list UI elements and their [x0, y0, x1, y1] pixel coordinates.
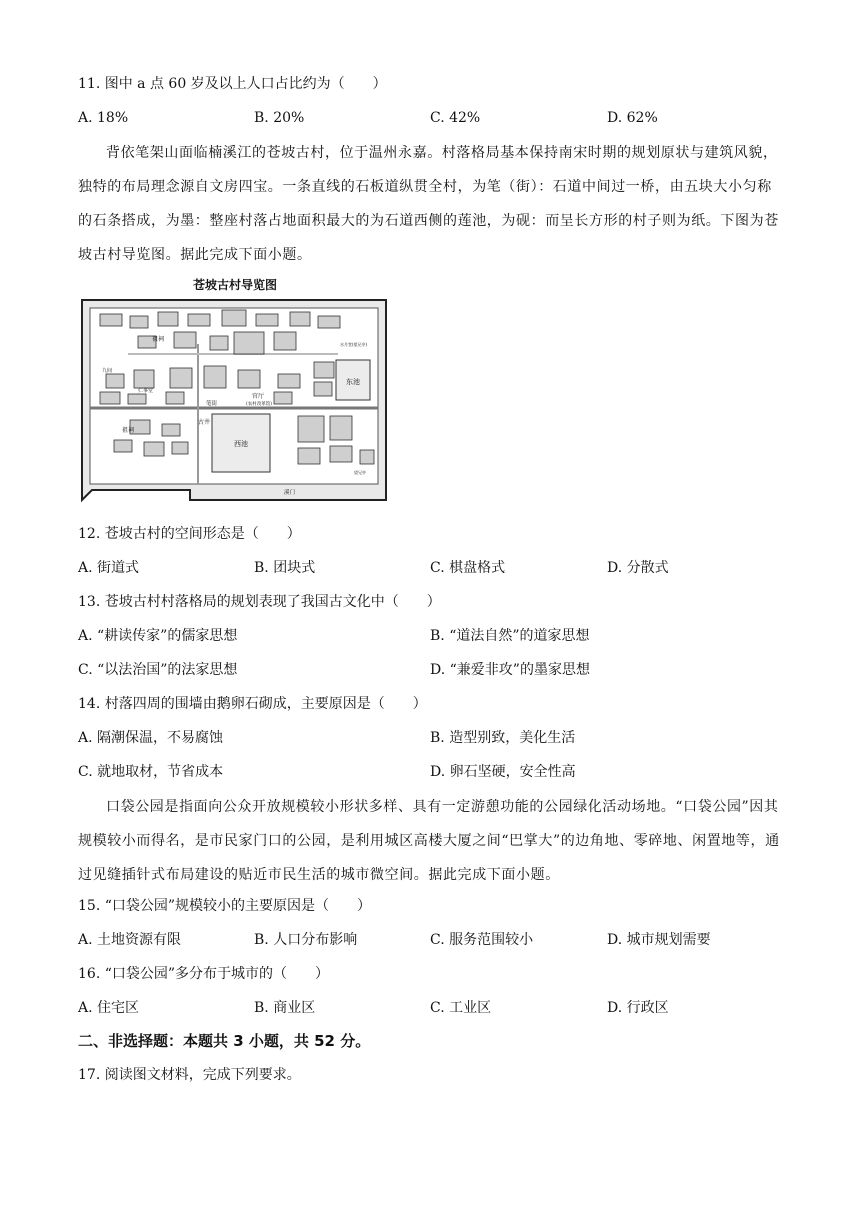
q12-option-c: C. 棋盘格式: [430, 560, 506, 576]
q16-option-b: B. 商业区: [254, 1000, 316, 1016]
q12-stem: 12. 苍坡古村的空间形态是（ ）: [78, 526, 301, 542]
village-gate-label: 溪门: [284, 490, 296, 496]
ancient-well-label: 古井: [198, 419, 211, 426]
q16-option-d: D. 行政区: [607, 1000, 669, 1016]
q16-stem: 16. “口袋公园”多分布于城市的（ ）: [78, 966, 330, 982]
q11-option-d: D. 62%: [607, 110, 658, 126]
passage-pocket-park: 口袋公园是指面向公众开放规模较小形状多样、具有一定游憩功能的公园绿化活动场地。“口袋公园”因其规模较小而得名，是市民家门口的公园，是利用城区高楼大厦之间“巴掌大”的边角地、零碎地、闲置地等，通过见缝插针式布局建设的贴近市民生活的城市微空间。据此完成下面小题。: [78, 799, 780, 883]
shuiyue-hall-label: 水月堂(望兄亭): [340, 342, 368, 347]
q11-option-c: C. 42%: [430, 110, 481, 126]
q14-stem: 14. 村落四周的围墙由鹅卵石砌成，主要原因是（ ）: [78, 696, 427, 712]
q12-option-a: A. 街道式: [78, 560, 140, 576]
q13-option-a: A. “耕读传家”的儒家思想: [78, 628, 238, 644]
q13-option-b: B. “道法自然”的道家思想: [430, 628, 590, 644]
q12-option-d: D. 分散式: [607, 560, 669, 576]
q15-option-c: C. 服务范围较小: [430, 932, 534, 948]
q13-option-d: D. “兼爱非攻”的墨家思想: [430, 662, 590, 678]
official-hall-label: 官厅: [252, 393, 265, 400]
ancestral-hall-top-label: 祖祠: [152, 336, 165, 343]
q11-option-a: A. 18%: [78, 110, 129, 126]
q13-option-c: C. “以法治国”的法家思想: [78, 662, 238, 678]
west-pond-label: 西池: [234, 440, 248, 448]
map-title: 苍坡古村导览图: [192, 278, 278, 292]
pavilion-label: 望兄亭: [354, 470, 366, 475]
q15-option-a: A. 土地资源有限: [78, 932, 182, 948]
q14-option-b: B. 造型别致，美化生活: [430, 730, 576, 746]
q16-option-a: A. 住宅区: [78, 1000, 140, 1016]
official-hall-sub-label: (农村改革馆): [246, 402, 273, 407]
q14-option-d: D. 卵石坚硬，安全性高: [430, 764, 576, 780]
q12-option-b: B. 团块式: [254, 560, 316, 576]
q11-stem: 11. 图中 a 点 60 岁及以上人口占比约为（ ）: [78, 76, 387, 92]
ancestral-hall-bottom-label: 祖祠: [122, 427, 135, 434]
q15-option-d: D. 城市规划需要: [607, 932, 711, 948]
section-2-heading: 二、非选择题：本题共 3 小题，共 52 分。: [78, 1032, 371, 1050]
nine-xuan-label: 九间: [102, 368, 113, 374]
q11-option-b: B. 20%: [254, 110, 305, 126]
q15-stem: 15. “口袋公园”规模较小的主要原因是（ ）: [78, 898, 372, 914]
cangpo-village-guide-map: [78, 274, 392, 510]
brush-street-label: 笔街: [206, 401, 218, 407]
renshi-hall-label: 仁事堂: [138, 388, 154, 394]
q15-option-b: B. 人口分布影响: [254, 932, 358, 948]
q13-stem: 13. 苍坡古村村落格局的规划表现了我国古文化中（ ）: [78, 594, 441, 610]
q14-option-c: C. 就地取材，节省成本: [78, 764, 224, 780]
passage-cangpo-village: 背依笔架山面临楠溪江的苍坡古村，位于温州永嘉。村落格局基本保持南宋时期的规划原状与建筑风貌，独特的布局理念源自文房四宝。一条直线的石板道纵贯全村，为笔（街）：石道中间过一桥，由五块大小匀称的石条搭成，为墨：整座村落占地面积最大的为石道西侧的莲池，为砚：而呈长方形的村子则为纸。下图为苍坡古村导览图。据此完成下面小题。: [78, 145, 779, 263]
q17-stem: 17. 阅读图文材料，完成下列要求。: [78, 1067, 301, 1083]
q16-option-c: C. 工业区: [430, 1000, 492, 1016]
east-pond-label: 东池: [346, 378, 360, 386]
q14-option-a: A. 隔潮保温，不易腐蚀: [78, 730, 224, 746]
